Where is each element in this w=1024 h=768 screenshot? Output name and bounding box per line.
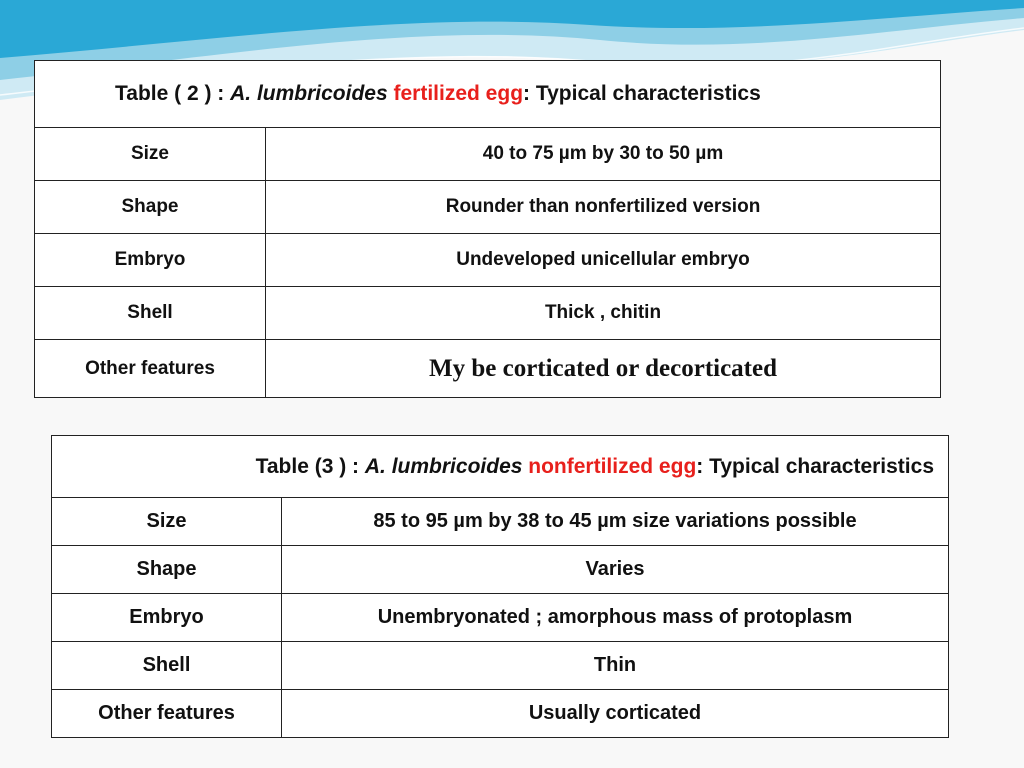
- table-row: [35, 234, 941, 287]
- row-label: Shell: [35, 287, 266, 340]
- row-label: Shell: [52, 642, 282, 690]
- row-value: 85 to 95 µm by 38 to 45 µm size variations possible: [282, 498, 949, 546]
- table-title: Table (3 ) : A. lumbricoides nonfertilized egg: Typical characteristics: [52, 436, 949, 498]
- table-row: [35, 128, 941, 181]
- fertilized-egg-table: [34, 60, 941, 398]
- table-title: Table ( 2 ) : A. lumbricoides fertilized egg: Typical characteristics: [35, 61, 941, 128]
- row-label: Shape: [52, 546, 282, 594]
- table-row: [52, 546, 949, 594]
- row-value: 40 to 75 µm by 30 to 50 µm: [266, 128, 941, 181]
- row-label: Embryo: [52, 594, 282, 642]
- row-label: Other features: [35, 340, 266, 398]
- table-row: [35, 181, 941, 234]
- row-value: Usually corticated: [282, 690, 949, 738]
- row-label: Other features: [52, 690, 282, 738]
- row-label: Shape: [35, 181, 266, 234]
- row-value: My be corticated or decorticated: [266, 340, 941, 398]
- table-row: [35, 287, 941, 340]
- row-value: Thick , chitin: [266, 287, 941, 340]
- row-label: Embryo: [35, 234, 266, 287]
- table-row: [52, 498, 949, 546]
- table-row: [52, 642, 949, 690]
- table-row: [35, 340, 941, 398]
- row-value: Thin: [282, 642, 949, 690]
- row-value: Varies: [282, 546, 949, 594]
- nonfertilized-egg-table: [51, 435, 949, 738]
- row-value: Unembryonated ; amorphous mass of protoplasm: [282, 594, 949, 642]
- row-value: Undeveloped unicellular embryo: [266, 234, 941, 287]
- table-row: [52, 690, 949, 738]
- row-value: Rounder than nonfertilized version: [266, 181, 941, 234]
- row-label: Size: [52, 498, 282, 546]
- row-label: Size: [35, 128, 266, 181]
- table-row: [52, 594, 949, 642]
